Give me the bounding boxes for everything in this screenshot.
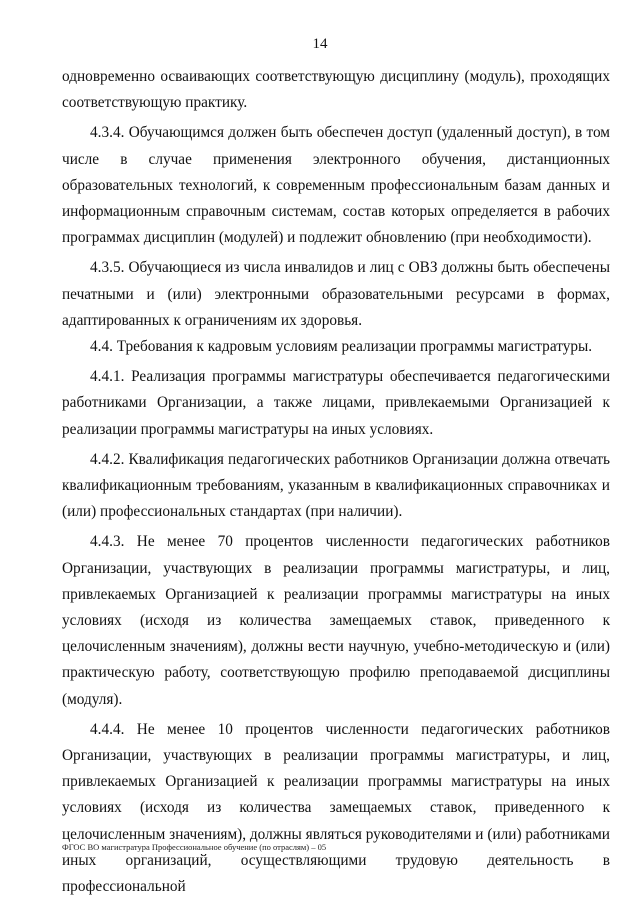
paragraph-4-4: 4.4. Требования к кадровым условиям реализации программы магистратуры.: [90, 338, 593, 356]
paragraph-4-4-3: 4.4.3. Не менее 70 процентов численности педагогических работников Организации, участвующих в реализации программы магистратуры, и лиц, привлекаемых Организацией к реализации программы магистратуры на иных условиях (исходя из количества замещаемых ставок, приведенного к целочисленным значениям), должны вести научную, учебно-методическую и (или) практическую работу, соответствующую профилю преподаваемой дисциплины (модуля).: [62, 533, 610, 708]
paragraph-4-4-1: 4.4.1. Реализация программы магистратуры обеспечивается педагогическими работниками Организации, а также лицами, привлекаемыми Организацией к реализации программы магистратуры на иных условиях.: [62, 368, 610, 438]
paragraph-4-4-4: 4.4.4. Не менее 10 процентов численности педагогических работников Организации, участвующих в реализации программы магистратуры, и лиц, привлекаемых Организацией к реализации программы магистратуры на иных условиях (исходя из количества замещаемых ставок, приведенного к целочисленным значениям), должны являться руководителями и (или) работниками иных организаций, осуществляющими трудовую деятельность в профессиональной: [62, 720, 610, 896]
paragraph-4-3-4: 4.3.4. Обучающимся должен быть обеспечен доступ (удаленный доступ), в том числе в случае применения электронного обучения, дистанционных образовательных технологий, к современным профессиональным базам данных и информационным справочным системам, состав которых определяется в рабочих программах дисциплин (модулей) и подлежит обновлению (при необходимости).: [62, 124, 610, 247]
paragraph-4-4-2: 4.4.2. Квалификация педагогических работников Организации должна отвечать квалификационным требованиям, указанным в квалификационных справочниках и (или) профессиональных стандартах (при наличии).: [62, 450, 610, 521]
document-body: [62, 64, 610, 900]
paragraph-4-3-5: 4.3.5. Обучающиеся из числа инвалидов и лиц с ОВЗ должны быть обеспечены печатными и (или) электронными образовательными ресурсами в формах, адаптированных к ограничениям их здоровья.: [62, 259, 610, 329]
page-number: 14: [312, 36, 328, 52]
paragraph-continuation: одновременно осваивающих соответствующую дисциплину (модуль), проходящих соответствующую практику.: [62, 68, 610, 112]
document-footer: ФГОС ВО магистратура Профессиональное обучение (по отраслям) – 05: [62, 842, 327, 852]
